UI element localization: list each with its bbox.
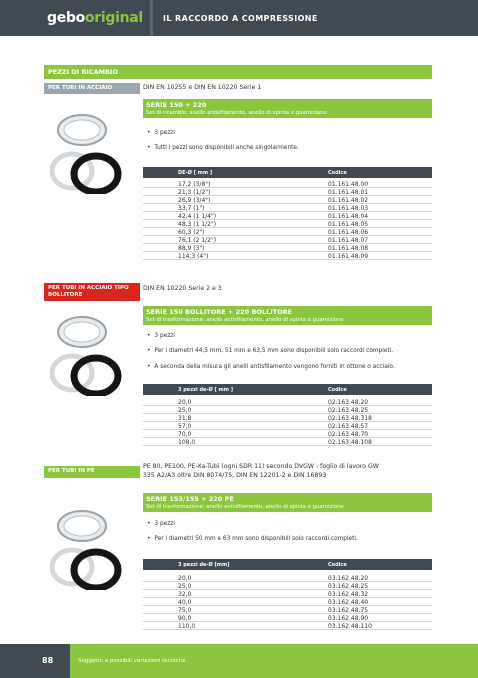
table-row: 25,0 02.163.48.25 xyxy=(143,406,432,414)
table-row: 60,3 (2") 01.161.48.06 xyxy=(143,228,432,236)
standard-text: DIN EN 10255 e DIN EN 10220 Serie 1 xyxy=(143,84,262,91)
table-row: 25,0 03.162.48.25 xyxy=(143,582,432,590)
table-header-diameter: 3 pezzi de-Ø [mm] xyxy=(178,561,230,568)
table-row: 88,9 (3") 01.161.48.08 xyxy=(143,244,432,252)
spare-parts-ring-image xyxy=(50,306,130,396)
table-header-diameter: DE-Ø [ mm ] xyxy=(178,169,213,176)
table-row: 32,0 03.162.48.32 xyxy=(143,590,432,598)
table-header xyxy=(143,559,432,570)
logo-box xyxy=(0,0,150,36)
table-row: 108,0 02.163.48.108 xyxy=(143,438,432,446)
footer-bar xyxy=(0,644,478,678)
table-row: 57,0 02.163.48.57 xyxy=(143,422,432,430)
table-row: 76,1 (2 1/2") 01.161.48.07 xyxy=(143,236,432,244)
table-row: 42,4 (1 1/4") 01.161.48.04 xyxy=(143,212,432,220)
bullet-item: • 3 pezzi xyxy=(147,333,175,339)
product-title: SERIE 150 BOLLITORE + 220 BOLLITORE xyxy=(146,308,293,316)
table-row: 48,3 (1 1/2") 01.161.48.05 xyxy=(143,220,432,228)
bullet-item: • A seconda della misura gli anelli antisfilamento vengono forniti in ottone o acciaio. xyxy=(147,364,395,370)
table-header-code: Codice xyxy=(328,386,347,393)
category-label: PER TUBI IN ACCIAIO TIPO BOLLITORE xyxy=(44,283,140,301)
table-row: 33,7 (1") 01.161.48.03 xyxy=(143,204,432,212)
product-subtitle: Set di trasformazione: anello antisfilamento, anello di spinta e guarnizione xyxy=(146,503,344,510)
table-row: 31,8 02.163.48.318 xyxy=(143,414,432,422)
spare-parts-ring-image xyxy=(50,500,130,590)
table-row: 40,0 03.162.48.40 xyxy=(143,598,432,606)
product-subtitle: Set di ricambio: anello antisfilamento, anello di spinta e guarnizione xyxy=(146,109,327,116)
product-subtitle: Set di trasformazione: anello antisfilamento, anello di spinta e guarnizione xyxy=(146,316,344,323)
page-number: 88 xyxy=(42,656,54,665)
standard-text-line2: 335 A2/A3 oltre DIN 8074/75, DIN EN 12201-2 e DIN 16893 xyxy=(143,472,327,479)
section-title: PEZZI DI RICAMBIO xyxy=(48,68,118,76)
category-label: PER TUBI IN ACCIAIO xyxy=(44,83,140,94)
table-row: 21,3 (1/2") 01.161.48.01 xyxy=(143,188,432,196)
table-row: 20,0 03.162.48.20 xyxy=(143,574,432,582)
table-row: 75,0 03.162.48.75 xyxy=(143,606,432,614)
category-label: PER TUBI IN PE xyxy=(44,466,140,478)
table-row: 110,0 03.162.48.110 xyxy=(143,622,432,630)
bullet-item: • 3 pezzi xyxy=(147,521,175,527)
bullet-item: • 3 pezzi xyxy=(147,130,175,136)
product-title-bar xyxy=(143,493,432,512)
table-row: 90,0 03.162.48.90 xyxy=(143,614,432,622)
footer-note: Soggetto a possibili variazioni tecniche xyxy=(78,658,186,664)
product-title: SERIE 150 + 220 xyxy=(146,101,207,109)
bullet-item: • Per i diametri 44,5 mm, 51 mm e 63,5 mm sono disponibili solo raccordi completi. xyxy=(147,348,393,354)
table-row: 20,0 02.163.48.20 xyxy=(143,398,432,406)
table-header-diameter: 3 pezzi de-Ø [ mm ] xyxy=(178,386,233,393)
bullet-item: • Per i diametri 50 mm e 63 mm sono disponibili solo raccordi completi. xyxy=(147,536,358,542)
product-title: SERIE 153/155 + 220 PE xyxy=(146,495,234,503)
header-divider xyxy=(150,0,153,36)
table-row: 70,0 02.163.48.70 xyxy=(143,430,432,438)
table-header-code: Codice xyxy=(328,561,347,568)
table-header xyxy=(143,167,432,178)
page-number-box xyxy=(0,644,70,678)
product-title-bar xyxy=(143,99,432,118)
standard-text-line1: PE 80, PE100, PE-Xa-Tubi (ogni SDR 11) secondo DVGW - foglio di lavoro GW xyxy=(143,463,379,470)
section-title-bar xyxy=(44,65,432,79)
header-title: IL RACCORDO A COMPRESSIONE xyxy=(163,14,318,23)
spare-parts-ring-image xyxy=(50,104,130,194)
table-header-code: Codice xyxy=(328,169,347,176)
table-row: 17,2 (3/8") 01.161.48.00 xyxy=(143,180,432,188)
standard-text: DIN EN 10220 Serie 2 e 3 xyxy=(143,285,222,292)
table-header xyxy=(143,384,432,395)
table-row: 26,9 (3/4") 01.161.48.02 xyxy=(143,196,432,204)
bullet-item: • Tutti i pezzi sono disponibili anche singolarmente. xyxy=(147,145,299,151)
table-row: 114,3 (4") 01.161.48.09 xyxy=(143,252,432,260)
product-title-bar xyxy=(143,306,432,325)
brand-logo: gebooriginal xyxy=(47,10,143,26)
